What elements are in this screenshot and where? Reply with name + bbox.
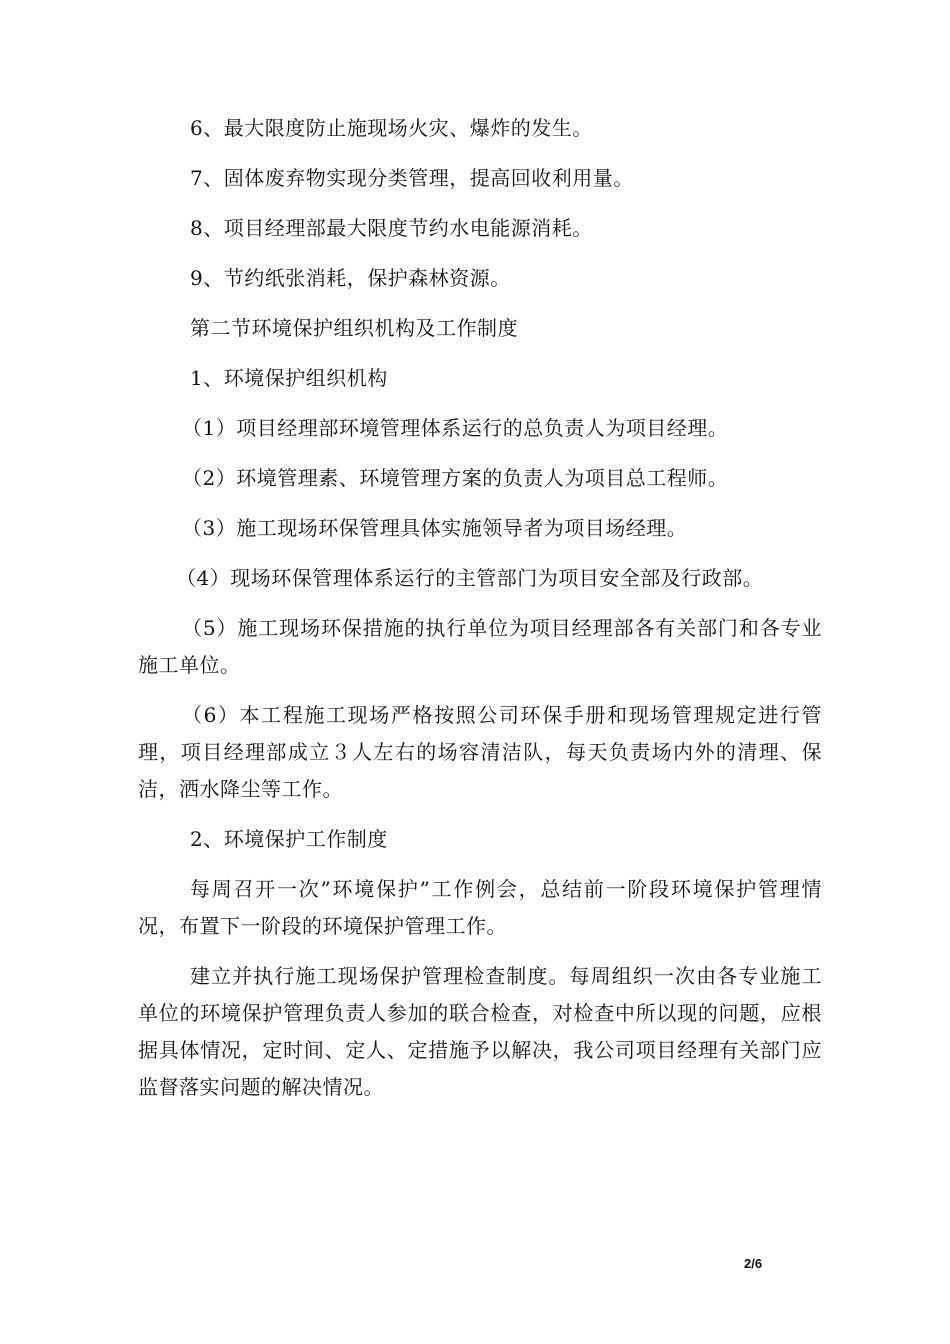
org-item-1: （1）项目经理部环境管理体系运行的总负责人为项目经理。: [182, 416, 729, 440]
org-item-2: （2）环境管理素、环境管理方案的负责人为项目总工程师。: [182, 466, 729, 490]
body-paragraph-meeting: 每周召开一次”环境保护”工作例会，总结前一阶段环境保护管理情况，布置下一阶段的环境保护管理工作。: [138, 877, 822, 938]
document-body: [138, 110, 822, 1119]
body-paragraph-inspection: 建立并执行施工现场保护管理检查制度。每周组织一次由各专业施工单位的环境保护管理负责人参加的联合检查，对检查中所以现的问题，应根据具体情况，定时间、定人、定措施予以解决，我公司项目经理有关部门应监督落实问题的解决情况。: [138, 964, 822, 1099]
org-item-4: （4）现场环保管理体系运行的主管部门为项目安全部及行政部。: [176, 566, 764, 590]
list-item-7: 7、固体废弃物实现分类管理，提高回收利用量。: [190, 166, 634, 190]
subsection-heading-2: 2、环境保护工作制度: [190, 827, 388, 851]
org-item-6: （6）本工程施工现场严格按照公司环保手册和现场管理规定进行管理，项目经理部成立３人左右的场容清洁队，每天负责场内外的清理、保洁，洒水降尘等工作。: [138, 703, 822, 801]
org-item-5: （5）施工现场环保措施的执行单位为项目经理部各有关部门和各专业施工单位。: [138, 616, 822, 677]
list-item-9: 9、节约纸张消耗，保护森林资源。: [190, 266, 511, 290]
org-item-3: （3）施工现场环保管理具体实施领导者为项目场经理。: [182, 516, 688, 540]
section-heading: 第二节环境保护组织机构及工作制度: [190, 316, 518, 340]
list-item-8: 8、项目经理部最大限度节约水电能源消耗。: [190, 216, 593, 240]
list-item-6: 6、最大限度防止施现场火灾、爆炸的发生。: [190, 116, 593, 140]
subsection-heading-1: 1、环境保护组织机构: [190, 366, 388, 390]
page-number: 2/6: [744, 1256, 763, 1271]
